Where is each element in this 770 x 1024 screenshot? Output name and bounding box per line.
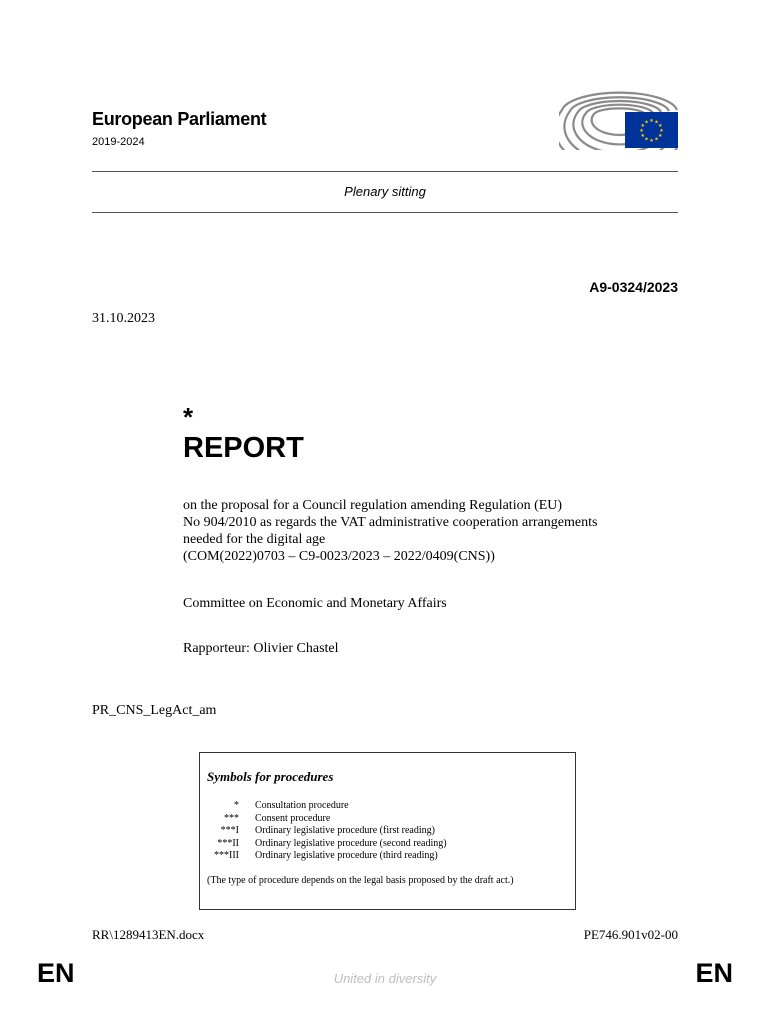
- subject-line: needed for the digital age: [183, 532, 326, 547]
- footer-pe-number: PE746.901v02-00: [583, 927, 678, 942]
- svg-text:★: ★: [640, 133, 646, 139]
- svg-text:★: ★: [644, 136, 649, 143]
- sitting-type: Plenary sitting: [344, 184, 426, 199]
- svg-text:★: ★: [657, 123, 663, 129]
- symbol-label: Ordinary legislative procedure (third reading): [255, 850, 438, 861]
- svg-text:★: ★: [657, 133, 663, 139]
- procedure-symbol: *: [183, 402, 194, 432]
- header-divider-top: [92, 171, 678, 172]
- subject-line: No 904/2010 as regards the VAT administrative cooperation arrangements: [183, 515, 598, 530]
- symbol-label: Ordinary legislative procedure (first reading): [255, 825, 435, 836]
- subject-line: on the proposal for a Council regulation amending Regulation (EU): [183, 498, 563, 513]
- eu-motto: United in diversity: [333, 971, 437, 986]
- language-code-left: EN: [37, 958, 75, 988]
- svg-text:★: ★: [649, 138, 654, 144]
- template-code: PR_CNS_LegAct_am: [92, 703, 217, 718]
- symbol-code: ***II: [217, 837, 239, 849]
- svg-text:★: ★: [654, 119, 659, 126]
- symbol-label: Consultation procedure: [255, 800, 349, 811]
- svg-text:★: ★: [644, 119, 649, 126]
- symbol-label: Consent procedure: [255, 812, 331, 824]
- european-parliament-logo: [559, 84, 679, 150]
- eu-flag-icon: [625, 112, 678, 148]
- svg-text:★: ★: [639, 128, 644, 134]
- svg-text:★: ★: [640, 123, 646, 129]
- svg-text:★: ★: [649, 118, 654, 124]
- symbols-legend-box: [199, 752, 576, 910]
- symbol-code: ***: [224, 812, 239, 824]
- symbols-legend-title: Symbols for procedures: [207, 769, 334, 784]
- document-date: 31.10.2023: [92, 311, 155, 326]
- svg-text:★: ★: [659, 128, 664, 134]
- report-title: REPORT: [183, 432, 304, 464]
- parliamentary-term: 2019-2024: [92, 136, 145, 148]
- document-reference: A9-0324/2023: [589, 279, 678, 295]
- symbol-code: *: [234, 800, 239, 811]
- symbol-code: ***III: [214, 850, 239, 861]
- rapporteur: Rapporteur: Olivier Chastel: [183, 641, 339, 656]
- institution-name: European Parliament: [92, 109, 267, 129]
- footer-filename: RR\1289413EN.docx: [92, 927, 205, 942]
- symbol-code: ***I: [220, 825, 239, 836]
- symbols-note: (The type of procedure depends on the legal basis proposed by the draft act.): [207, 875, 514, 886]
- symbol-label: Ordinary legislative procedure (second reading): [255, 837, 447, 849]
- committee-name: Committee on Economic and Monetary Affairs: [183, 596, 447, 611]
- header-divider-bottom: [92, 212, 678, 213]
- procedure-references: (COM(2022)0703 – C9-0023/2023 – 2022/0409(CNS)): [183, 549, 495, 564]
- svg-text:★: ★: [654, 136, 659, 143]
- language-code-right: EN: [695, 958, 733, 988]
